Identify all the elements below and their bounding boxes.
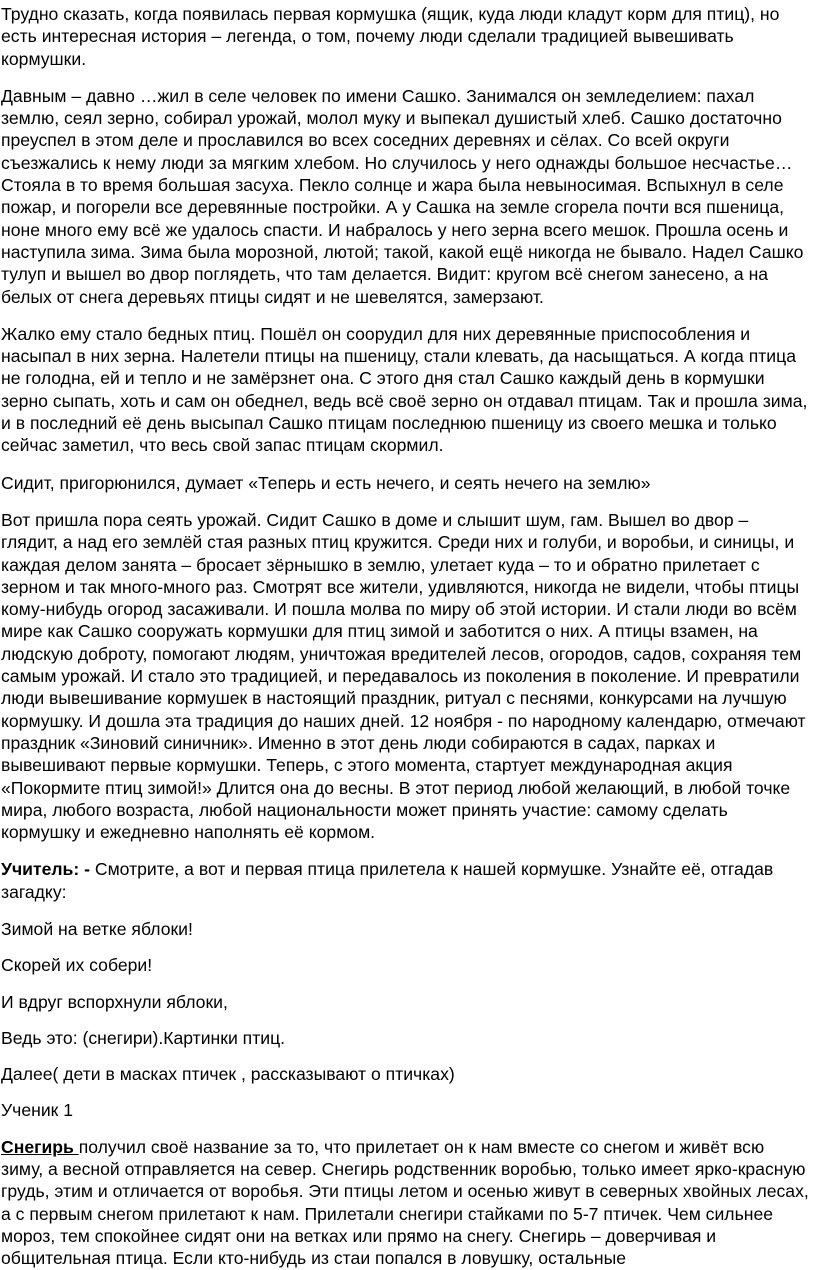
teacher-text: Смотрите, а вот и первая птица прилетела к нашей кормушке. Узнайте её, отгадав загадку:: [1, 859, 774, 902]
student-1-text: получил своё название за то, что прилетает он к нам вместе со снегом и живёт всю зиму, а весной отправляется на север. Снегирь родственник воробью, только имеет ярко-красную грудь, этим и отличается от воробья. Эти птицы летом и осенью живут в северных хвойных лесах, а с первым снегом прилетают к нам. Прилетали снегири стайками по 5-7 птичек. Чем сильнее мороз, тем спокойнее сидят они на ветках или прямо на снегу. Снегирь – доверчивая и общительная птица. Если кто-нибудь из стаи попался в ловушку, остальные: [1, 1136, 809, 1269]
riddle-line-4: Ведь это: (снегири).Картинки птиц.: [1, 1027, 286, 1048]
student-1-label: Ученик 1: [1, 1100, 74, 1121]
legend-paragraph-1: Давным – давно …жил в селе человек по имени Сашко. Занимался он земледелием: пахал землю, сеял зерно, собирал урожай, молол муку и выпекал душистый хлеб. Сашко достаточно преуспел в этом деле и прославился во всех соседних деревнях и сёлах. Со всей округи съезжались к нему люди за мягким хлебом. Но случилось у него однажды большое несчастье… Стояла в то время большая засуха. Пекло солнце и жара была невыносимая. Вспыхнул в селе пожар, и погорели все деревянные постройки. А у Сашка на земле сгорела почти вся пшеница, ноне много ему всё же удалось спасти. И набралось у него зерна всего мешок. Прошла осень и наступила зима. Зима была морозной, лютой; такой, какой ещё никогда не бывало. Надел Сашко тулуп и вышел во двор поглядеть, что там делается. Видит: кругом всё снегом занесено, а на белых от снега деревьях птицы сидят и не шевелятся, замерзают.: [1, 85, 804, 307]
intro-paragraph: Трудно сказать, когда появилась первая кормушка (ящик, куда люди кладут корм для птиц), но есть интересная история – легенда, о том, почему люди сделали традицией вывешивать кормушки.: [1, 4, 780, 69]
riddle-line-2: Скорей их собери!: [1, 955, 153, 976]
teacher-label: Учитель: -: [1, 859, 90, 880]
next-note: Далее( дети в масках птичек , рассказывают о птичках): [1, 1064, 455, 1085]
legend-paragraph-2: Жалко ему стало бедных птиц. Пошёл он соорудил для них деревянные приспособления и насыпал в них зерна. Налетели птицы на пшеницу, стали клевать, да насыщаться. А когда птица не голодна, ей и тепло и не замёрзнет она. С этого дня стал Сашко каждый день в кормушки зерно сыпать, хоть и сам он обеднел, ведь всё своё зерно он отдавал птицам. Так и прошла зима, и в последний её день высыпал Сашко птицам последнюю пшеницу из своего мешка и только сейчас заметил, что весь свой запас птицам скормил.: [1, 323, 808, 456]
riddle-line-1: Зимой на ветке яблоки!: [1, 918, 193, 939]
bird-name: Снегирь: [1, 1136, 79, 1157]
riddle-line-3: И вдруг вспорхнули яблоки,: [1, 991, 228, 1012]
student-1-paragraph: [1, 1136, 810, 1270]
legend-paragraph-3: Сидит, пригорюнился, думает «Теперь и есть нечего, и сеять нечего на землю»: [1, 472, 651, 493]
legend-paragraph-4: Вот пришла пора сеять урожай. Сидит Сашко в доме и слышит шум, гам. Вышел во двор – глядит, а над его землёй стая разных птиц кружится. Среди них и голуби, и воробьи, и синицы, и каждая делом занята – бросает зёрнышко в землю, улетает куда – то и обратно прилетает с зерном и так много-много раз. Смотрят все жители, удивляются, никогда не видели, чтобы птицы кому-нибудь огород засаживали. И пошла молва по миру об этой истории. И стали люди во всём мире как Сашко сооружать кормушки для птиц зимой и заботится о них. А птицы взамен, на людскую доброту, помогают людям, уничтожая вредителей лесов, огородов, садов, сохраняя тем самым урожай. И стало это традицией, и передавалось из поколения в поколение. И превратили люди вывешивание кормушек в настоящий праздник, ритуал с песнями, конкурсами на лучшую кормушку. И дошла эта традиция до наших дней. 12 ноября - по народному календарю, отмечают праздник «Зиновий синичник». Именно в этот день люди собираются в садах, парках и вывешивают первые кормушки. Теперь, с этого момента, стартует международная акция «Покормите птиц зимой!» Длится она до весны. В этот период любой желающий, в любой точке мира, любого возраста, любой национальности может принять участие: самому сделать кормушку и ежедневно наполнять её кормом.: [1, 509, 806, 843]
teacher-paragraph: [1, 858, 810, 903]
